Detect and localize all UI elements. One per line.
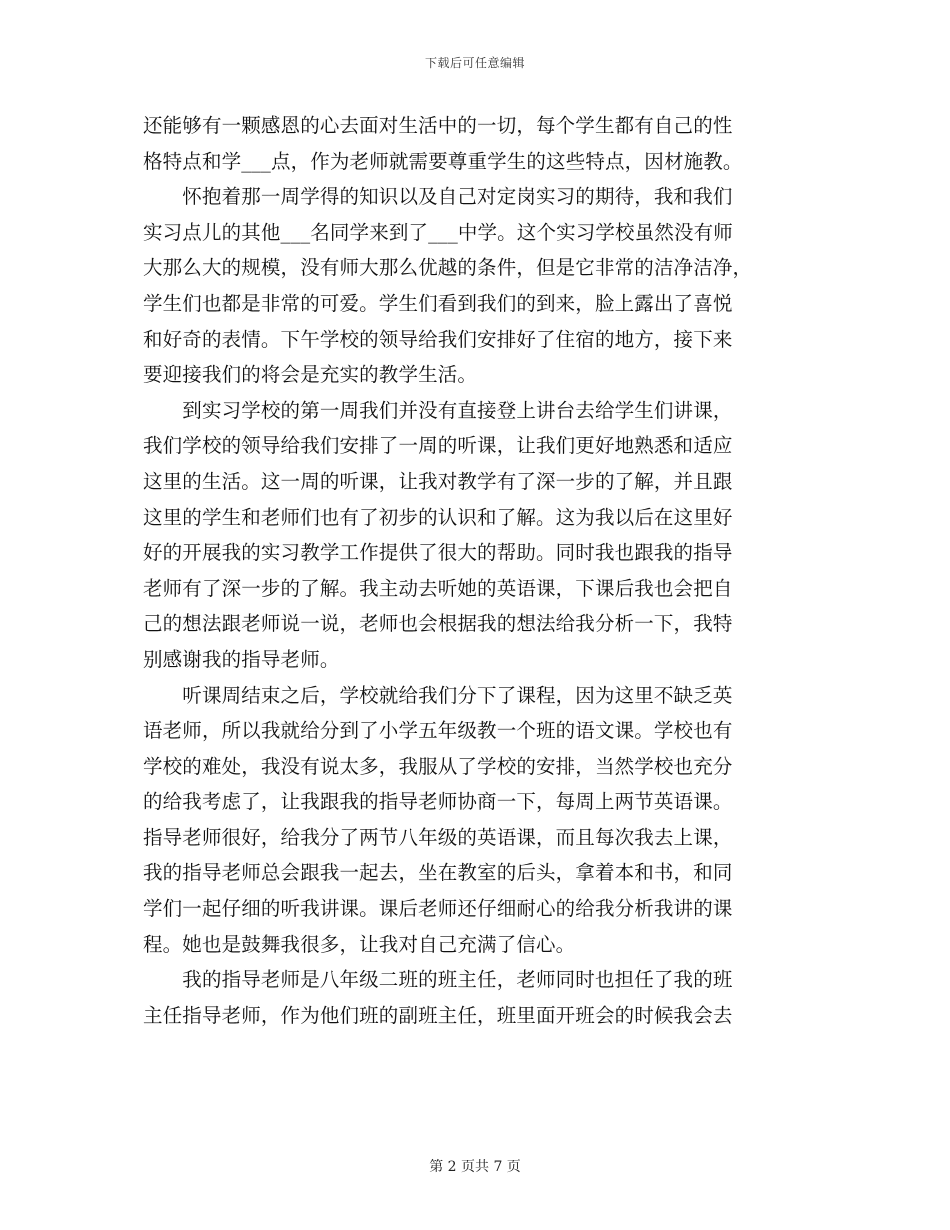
text-line: 语老师，所以我就给分到了小学五年级教一个班的语文课。学校也有 (143, 719, 733, 743)
text-line: 这里的学生和老师们也有了初步的认识和了解。这为我以后在这里好 (143, 505, 733, 529)
text-line: 格特点和学___点，作为老师就需要尊重学生的这些特点，因材施教。 (143, 149, 743, 173)
text-line: 怀抱着那一周学得的知识以及自己对定岗实习的期待，我和我们 (143, 185, 733, 209)
text-line: 的给我考虑了，让我跟我的指导老师协商一下，每周上两节英语课。 (143, 790, 733, 814)
text-line: 主任指导老师，作为他们班的副班主任，班里面开班会的时候我会去 (143, 1003, 733, 1027)
text-line: 大那么大的规模，没有师大那么优越的条件，但是它非常的洁净洁净， (143, 256, 753, 280)
text-line: 我的指导老师总会跟我一起去，坐在教室的后头，拿着本和书，和同 (143, 861, 733, 885)
text-line: 学们一起仔细的听我讲课。课后老师还仔细耐心的给我分析我讲的课 (143, 897, 733, 921)
page-footer: 第 2 页共 7 页 (429, 1159, 521, 1175)
text-line: 学校的难处，我没有说太多，我服从了学校的安排，当然学校也充分 (143, 754, 733, 778)
text-line: 别感谢我的指导老师。 (143, 647, 340, 671)
text-line: 好的开展我的实习教学工作提供了很大的帮助。同时我也跟我的指导 (143, 541, 733, 565)
text-line: 还能够有一颗感恩的心去面对生活中的一切，每个学生都有自己的性 (143, 114, 733, 137)
text-line: 和好奇的表情。下午学校的领导给我们安排好了住宿的地方，接下来 (143, 327, 733, 351)
text-line: 己的想法跟老师说一说，老师也会根据我的想法给我分析一下，我特 (143, 612, 733, 636)
page-header: 下载后可任意编辑 (424, 56, 525, 70)
text-line: 听课周结束之后，学校就给我们分下了课程，因为这里不缺乏英 (143, 683, 733, 707)
text-line: 我们学校的领导给我们安排了一周的听课，让我们更好地熟悉和适应 (143, 434, 733, 458)
text-line: 要迎接我们的将会是充实的教学生活。 (143, 363, 478, 387)
text-line: 我的指导老师是八年级二班的班主任，老师同时也担任了我的班 (143, 968, 733, 992)
text-line: 到实习学校的第一周我们并没有直接登上讲台去给学生们讲课， (143, 398, 733, 422)
text-line: 指导老师很好，给我分了两节八年级的英语课，而且每次我去上课， (143, 825, 733, 849)
text-line: 学生们也都是非常的可爱。学生们看到我们的到来，脸上露出了喜悦 (143, 291, 733, 315)
text-line: 老师有了深一步的了解。我主动去听她的英语课，下课后我也会把自 (143, 576, 733, 600)
text-line: 程。她也是鼓舞我很多，让我对自己充满了信心。 (143, 932, 576, 956)
text-line: 实习点儿的其他___名同学来到了___中学。这个实习学校虽然没有师 (143, 220, 733, 244)
document-body (143, 108, 808, 1033)
text-line: 这里的生活。这一周的听课，让我对教学有了深一步的了解，并且跟 (143, 469, 733, 493)
